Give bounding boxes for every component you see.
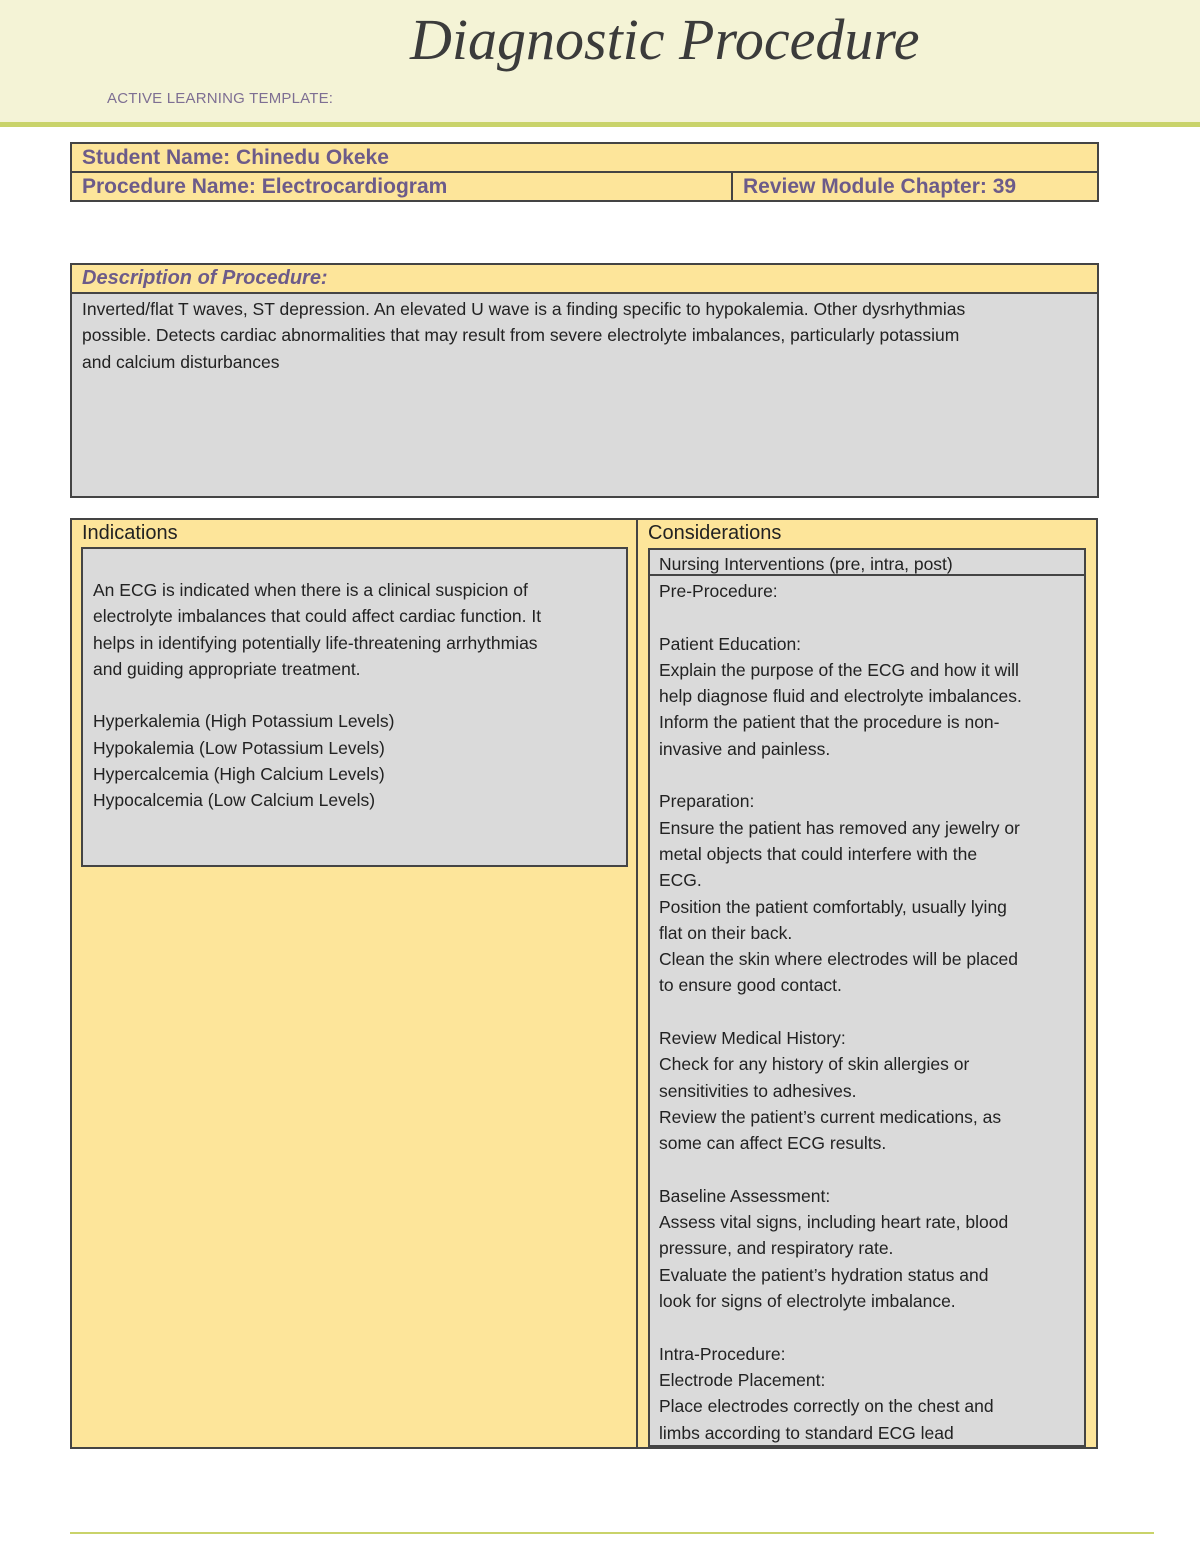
considerations-text: Pre-Procedure: Patient Education: Explain the purpose of the ECG and how it will help diagnose fluid and electrolyte imbalances. Inform the patient that the procedure is non- invasive and painless. Preparation: Ensure the patient has removed any jewelry or metal objects that could interfere with the ECG. Position the patient comfortably, usually lying flat on their back. Clean the skin where electrodes will be placed to ensure good contact. Review Medical History: Check for any history of skin allergies or sensitivities to adhesives. Review the patient’s current medications, as some can affect ECG results. Baseline Assessment: Assess vital signs, including heart rate, blood pressure, and respiratory rate. Evaluate the patient’s hydration status and look for signs of electrolyte imbalance. Intra-Procedure: Electrode Placement: Place electrodes correctly on the chest and limbs according to standard ECG lead bbox=[659, 581, 1022, 1443]
indications-box bbox=[81, 547, 628, 867]
considerations-label: Considerations bbox=[648, 522, 782, 544]
header-rule bbox=[0, 122, 1200, 127]
footer-rule bbox=[70, 1532, 1154, 1534]
chapter-row bbox=[731, 171, 1099, 202]
description-body bbox=[70, 292, 1099, 498]
column-divider bbox=[636, 518, 638, 1449]
procedure-name-value: Electrocardiogram bbox=[261, 175, 448, 198]
student-name-value: Chinedu Okeke bbox=[236, 146, 389, 169]
chapter-value: 39 bbox=[992, 175, 1017, 198]
student-name-label: Student Name: bbox=[82, 146, 231, 169]
nursing-interventions-label: Nursing Interventions (pre, intra, post) bbox=[659, 554, 953, 574]
considerations-subheader bbox=[648, 548, 1086, 576]
description-header bbox=[70, 263, 1099, 294]
page-title: Diagnostic Procedure bbox=[410, 7, 920, 72]
description-text: Inverted/flat T waves, ST depression. An elevated U wave is a finding specific to hypokalemia. Other dysrhythmias possible. Detects cardiac abnormalities that may result from severe electrolyte imbalances, particularly potassium and calcium disturbances bbox=[82, 299, 966, 372]
procedure-name-field bbox=[82, 175, 447, 199]
chapter-field bbox=[743, 175, 1016, 199]
chapter-label: Review Module Chapter: bbox=[743, 175, 987, 198]
template-label: ACTIVE LEARNING TEMPLATE: bbox=[107, 90, 334, 107]
indications-text: An ECG is indicated when there is a clinical suspicion of electrolyte imbalances that could affect cardiac function. It helps in identifying potentially life-threatening arrhythmias and guiding appropriate treatment. Hyperkalemia (High Potassium Levels) Hypokalemia (Low Potassium Levels) Hypercalcemia (High Calcium Levels) Hypocalcemia (Low Calcium Levels) bbox=[93, 580, 542, 811]
description-label: Description of Procedure: bbox=[82, 267, 328, 289]
student-name-row bbox=[70, 142, 1099, 173]
considerations-box bbox=[648, 574, 1086, 1447]
procedure-name-label: Procedure Name: bbox=[82, 175, 256, 198]
indications-label: Indications bbox=[82, 522, 178, 544]
procedure-name-row bbox=[70, 171, 733, 202]
student-name-field bbox=[82, 146, 389, 170]
